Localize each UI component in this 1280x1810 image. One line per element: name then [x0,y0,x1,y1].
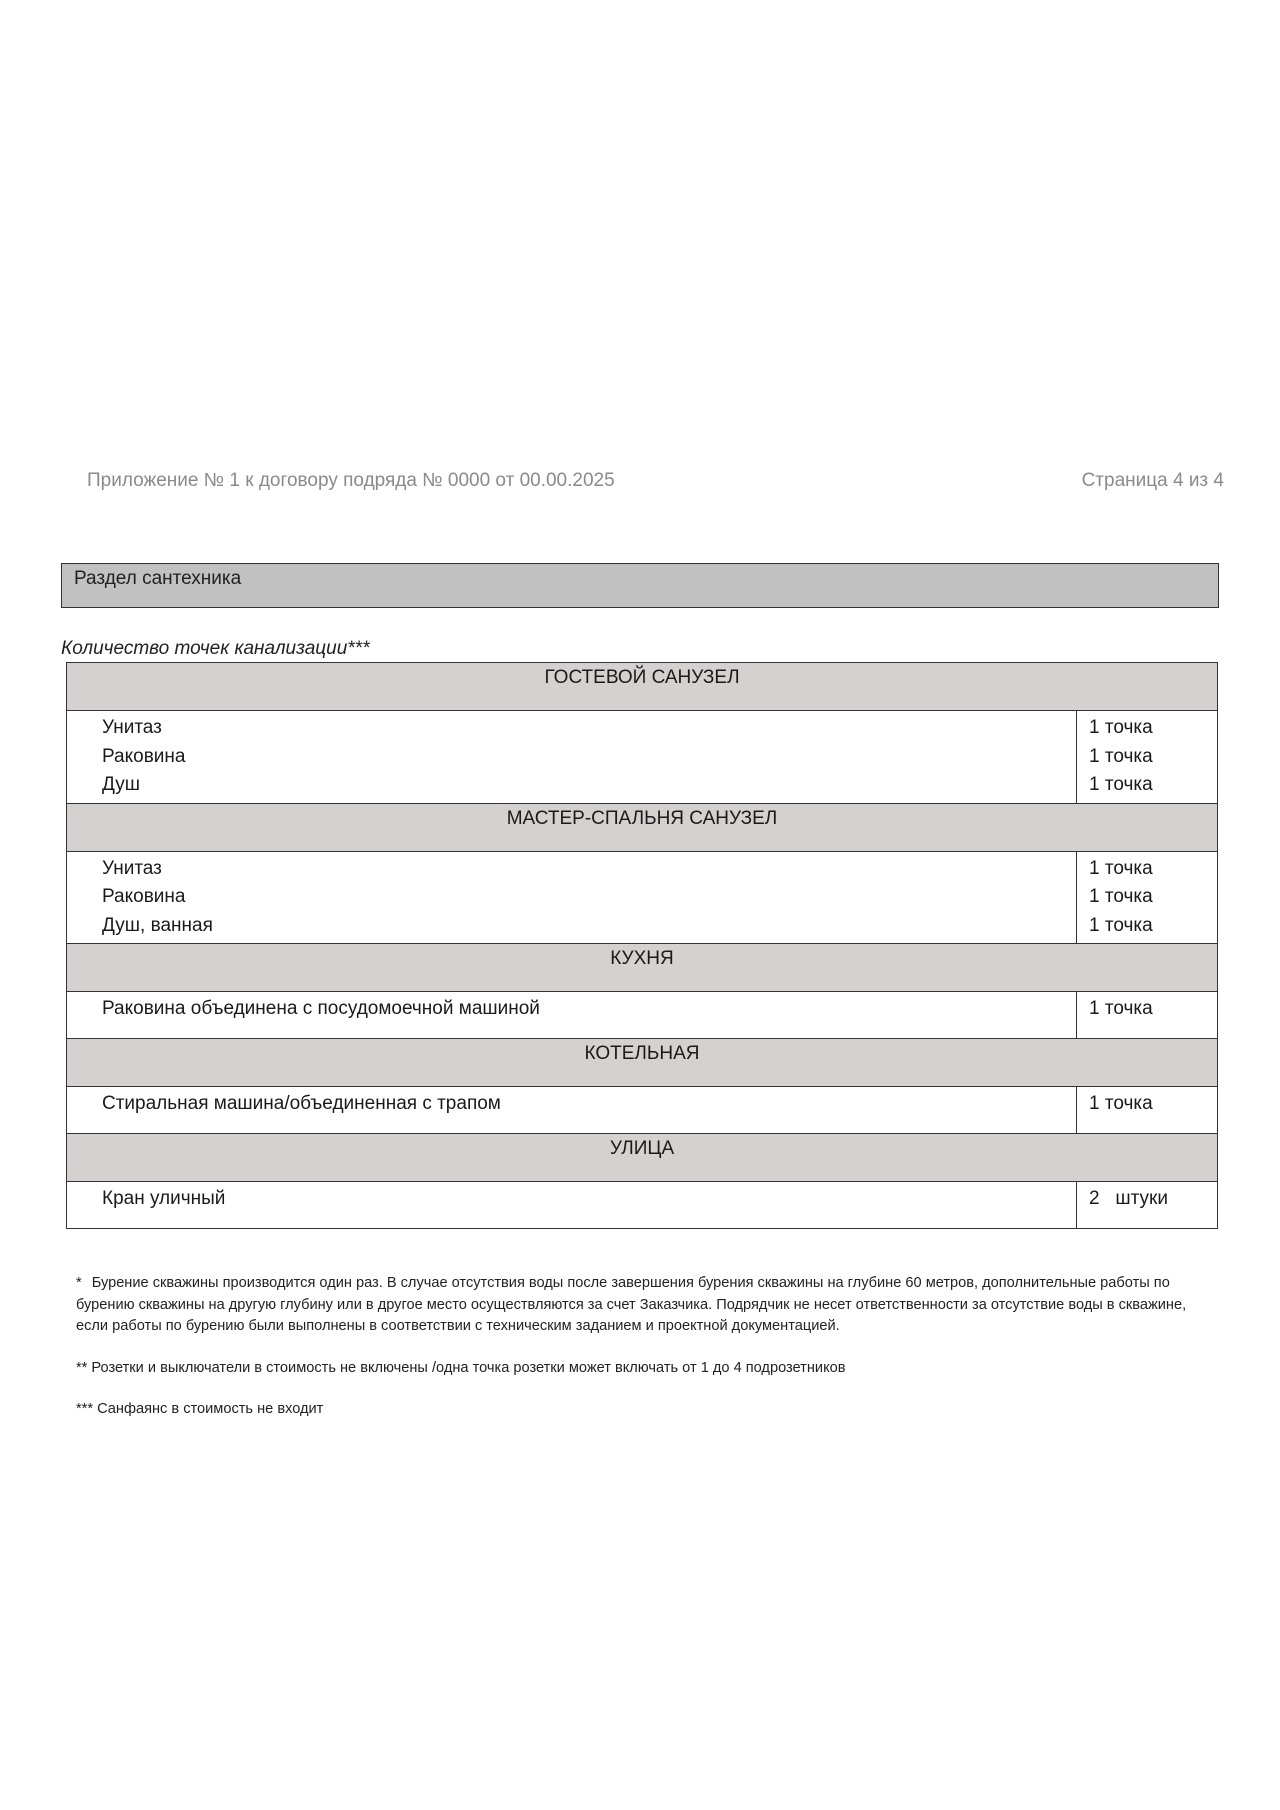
table-row [67,1182,1218,1229]
table-row [67,851,1218,944]
group-title: ГОСТЕВОЙ САНУЗЕЛ [67,663,1218,711]
item-name: Унитаз [102,717,162,738]
item-name: Раковина [102,886,186,907]
item-name: Душ, ванная [102,914,213,936]
item-name: Стиральная машина/объединенная с трапом [67,1087,1077,1134]
section-header [61,563,1219,608]
footnote-text: Бурение скважины производится один раз. В случае отсутствия воды после завершения бурения скважины на глубине 60 метров, дополнительные работы по бурению скважины на другую глубину или в другое место осуществляются за счет Заказчика. Подрядчик не несет ответственности за отсутствие воды в скважине, если работы по бурению были выполнены в соответствии с техническим заданием и проектной документацией. [76,1275,1187,1334]
item-name: Душ [102,774,141,795]
group-title: КУХНЯ [67,944,1218,992]
group-title: КОТЕЛЬНАЯ [67,1039,1218,1087]
footnote-marker: * [76,1275,82,1291]
item-qty: 1 точка [1089,717,1153,738]
group-header-row [67,803,1218,851]
plumbing-points-table [66,662,1218,1229]
group-title: МАСТЕР-СПАЛЬНЯ САНУЗЕЛ [67,803,1218,851]
item-name: Унитаз [102,857,162,879]
item-qty: 1 точка [1089,914,1153,936]
group-header-row [67,663,1218,711]
table-row [67,1087,1218,1134]
footnote-2: ** Розетки и выключатели в стоимость не включены /одна точка розетки может включать от 1 до 4 подрозетников [76,1359,846,1376]
item-qty: 2 штуки [1077,1182,1218,1229]
page-number: Страница 4 из 4 [1081,470,1224,491]
item-qty: 1 точка [1089,886,1153,907]
table-caption: Количество точек канализации*** [61,638,370,659]
item-qty-cell [1077,851,1218,944]
footnotes [76,1273,1206,1441]
table-row [67,711,1218,804]
document-header-title: Приложение № 1 к договору подряда № 0000 от 00.00.2025 [87,470,615,491]
item-qty: 1 точка [1089,857,1153,879]
footnote-3: *** Санфаянс в стоимость не входит [76,1401,324,1417]
item-qty-cell [1077,711,1218,804]
group-header-row [67,1039,1218,1087]
item-name: Раковина объединена с посудомоечной машиной [67,992,1077,1039]
table-row [67,992,1218,1039]
item-qty: 1 точка [1077,992,1218,1039]
item-name: Кран уличный [67,1182,1077,1229]
item-names-cell [67,851,1077,944]
item-qty: 1 точка [1077,1087,1218,1134]
item-name: Раковина [102,745,186,767]
item-names-cell [67,711,1077,804]
footnote-1 [76,1273,1206,1338]
item-qty: 1 точка [1089,774,1153,795]
group-header-row [67,1134,1218,1182]
group-header-row [67,944,1218,992]
group-title: УЛИЦА [67,1134,1218,1182]
section-title: Раздел сантехника [74,568,242,589]
item-qty: 1 точка [1089,745,1153,767]
